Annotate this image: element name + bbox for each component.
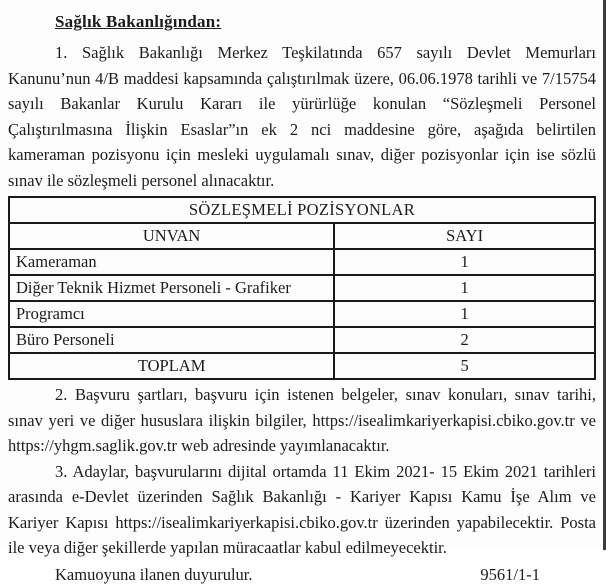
table-header-row bbox=[9, 223, 595, 249]
position-count: 2 bbox=[334, 327, 595, 353]
table-row bbox=[9, 249, 595, 275]
column-header-sayi: SAYI bbox=[334, 223, 595, 249]
positions-table bbox=[8, 196, 596, 380]
closing-statement: Kamuoyuna ilanen duyurulur. bbox=[55, 564, 253, 584]
paragraph-1: 1. Sağlık Bakanlığı Merkez Teşkilatında 657 sayılı Devlet Memurları Kanunu’nun 4/B maddesi kapsamında çalıştırılmak üzere, 06.06.1978 tarihli ve 7/15754 sayılı Bakanlar Kurulu Kararı ile yürürlüğe konulan “Sözleşmeli Personel Çalıştırılmasına İlişkin Esaslar”ın ek 2 nci maddesine göre, aşağıda belirtilen kameraman pozisyonu için mesleki uygulamalı sınav, diğer pozisyonlar için ise sözlü sınav ile sözleşmeli personel alınacaktır. bbox=[8, 43, 596, 190]
position-count: 1 bbox=[334, 249, 595, 275]
table-row bbox=[9, 275, 595, 301]
position-title: Programcı bbox=[9, 301, 334, 327]
closing-row bbox=[8, 562, 596, 588]
position-title: Kameraman bbox=[9, 249, 334, 275]
total-value: 5 bbox=[334, 353, 595, 379]
table-title-row bbox=[9, 197, 595, 223]
position-count: 1 bbox=[334, 275, 595, 301]
position-title: Diğer Teknik Hizmet Personeli - Grafiker bbox=[9, 275, 334, 301]
document-heading: Sağlık Bakanlığından: bbox=[55, 12, 222, 31]
paragraph-3: 3. Adaylar, başvurularını dijital ortamda 11 Ekim 2021- 15 Ekim 2021 tarihleri arasında e-Devlet üzerinden Sağlık Bakanlığı - Kariyer Kapısı Kamu İşe Alım ve Kariyer Kapısı https://isealimkariyerkapisi.cbiko.gov.tr üzerinden yapabilecektir. Posta ile veya diğer şekillerde yapılan müracaatlar kabul edilmeyecektir. bbox=[8, 461, 596, 557]
table-title: SÖZLEŞMELİ POZİSYONLAR bbox=[9, 197, 595, 223]
reference-number: 9561/1-1 bbox=[480, 564, 540, 584]
total-label: TOPLAM bbox=[9, 353, 334, 379]
position-title: Büro Personeli bbox=[9, 327, 334, 353]
paragraph-2: 2. Başvuru şartları, başvuru için istenen belgeler, sınav konuları, sınav tarihi, sınav yeri ve diğer hususlara ilişkin bilgiler, https://isealimkariyerkapisi.cbiko.gov.tr ve https://yhgm.saglik.gov.tr web adresinde yayımlanacaktır. bbox=[8, 385, 596, 455]
table-total-row bbox=[9, 353, 595, 379]
table-row bbox=[9, 301, 595, 327]
table-row bbox=[9, 327, 595, 353]
position-count: 1 bbox=[334, 301, 595, 327]
column-header-unvan: UNVAN bbox=[9, 223, 334, 249]
